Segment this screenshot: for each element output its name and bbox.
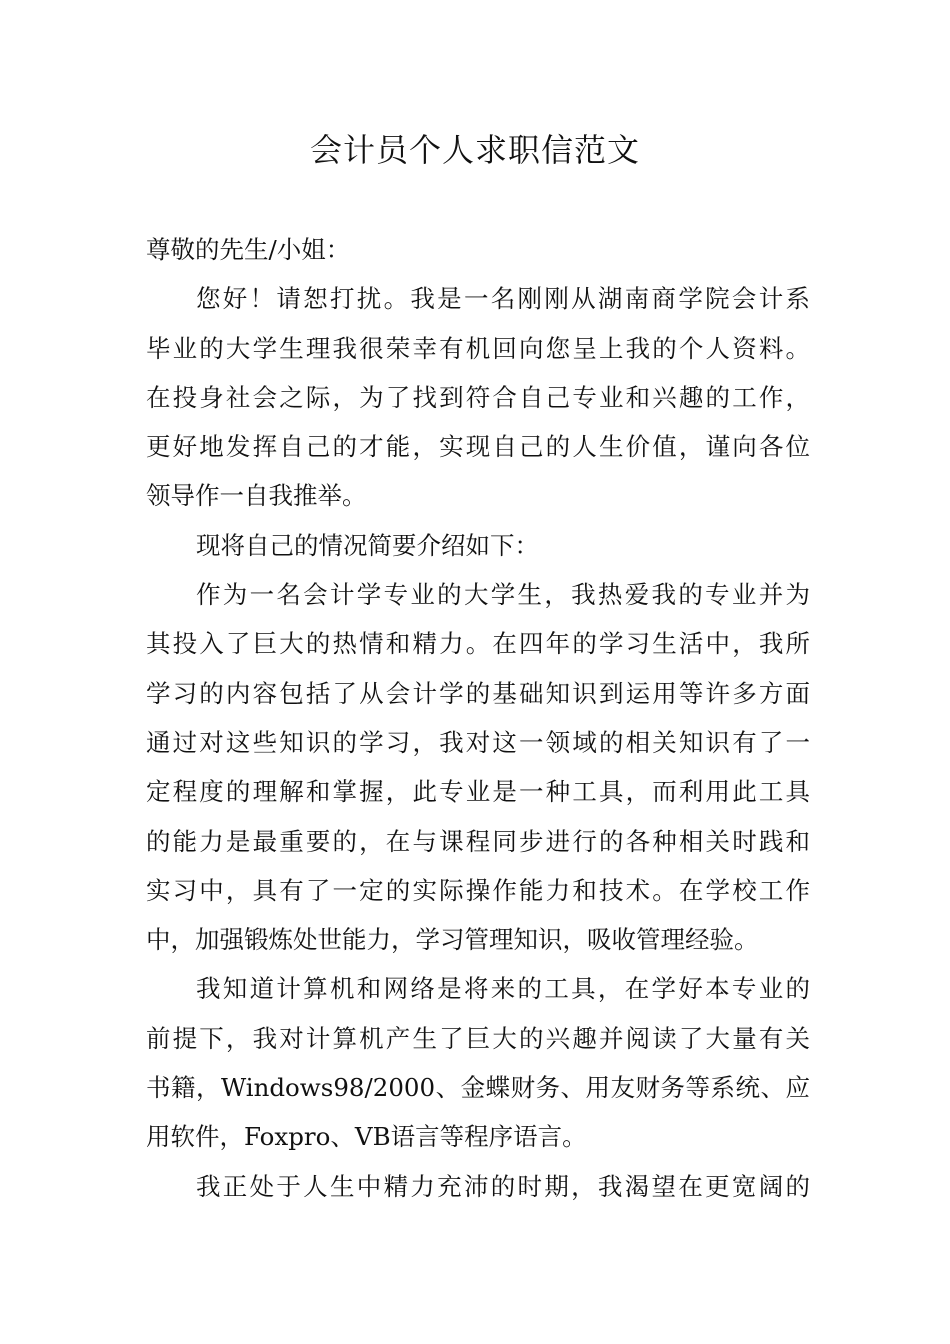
text-line: 毕业的大学生理我很荣幸有机回向您呈上我的个人资料。: [146, 333, 810, 363]
text-line: 在投身社会之际，为了找到符合自己专业和兴趣的工作，: [146, 382, 810, 412]
text-line: 的能力是最重要的，在与课程同步进行的各种相关时践和: [146, 826, 810, 856]
text-line: 学习的内容包括了从会计学的基础知识到运用等许多方面: [146, 678, 810, 708]
paragraph-first-line: 作为一名会计学专业的大学生，我热爱我的专业并为: [196, 580, 810, 610]
text-line: 前提下，我对计算机产生了巨大的兴趣并阅读了大量有关: [146, 1023, 810, 1053]
paragraph-first-line: 现将自己的情况简要介绍如下：: [196, 530, 539, 560]
paragraph-first-line: 您好！请恕打扰。我是一名刚刚从湖南商学院会计系: [196, 284, 810, 314]
text-line: 用软件，Foxpro、VB语言等程序语言。: [146, 1122, 587, 1152]
text-line: 书籍，Windows98/2000、金蝶财务、用友财务等系统、应: [146, 1073, 810, 1103]
text-line: 领导作一自我推举。: [146, 481, 367, 511]
text-line: 定程度的理解和掌握，此专业是一种工具，而利用此工具: [146, 777, 810, 807]
paragraph-first-line: 我正处于人生中精力充沛的时期，我渴望在更宽阔的: [196, 1171, 810, 1201]
text-line: 中，加强锻炼处世能力，学习管理知识，吸收管理经验。: [146, 925, 759, 955]
paragraph-first-line: 我知道计算机和网络是将来的工具，在学好本专业的: [196, 974, 810, 1004]
text-line: 实习中，具有了一定的实际操作能力和技术。在学校工作: [146, 875, 810, 905]
document-title: 会计员个人求职信范文: [309, 131, 640, 169]
text-line: 通过对这些知识的学习，我对这一领域的相关知识有了一: [146, 727, 810, 757]
text-line: 尊敬的先生/小姐：: [146, 235, 351, 264]
text-line: 其投入了巨大的热情和精力。在四年的学习生活中，我所: [146, 629, 810, 659]
letter-body: [146, 225, 810, 1211]
text-line: 更好地发挥自己的才能，实现自己的人生价值，谨向各位: [146, 432, 810, 462]
